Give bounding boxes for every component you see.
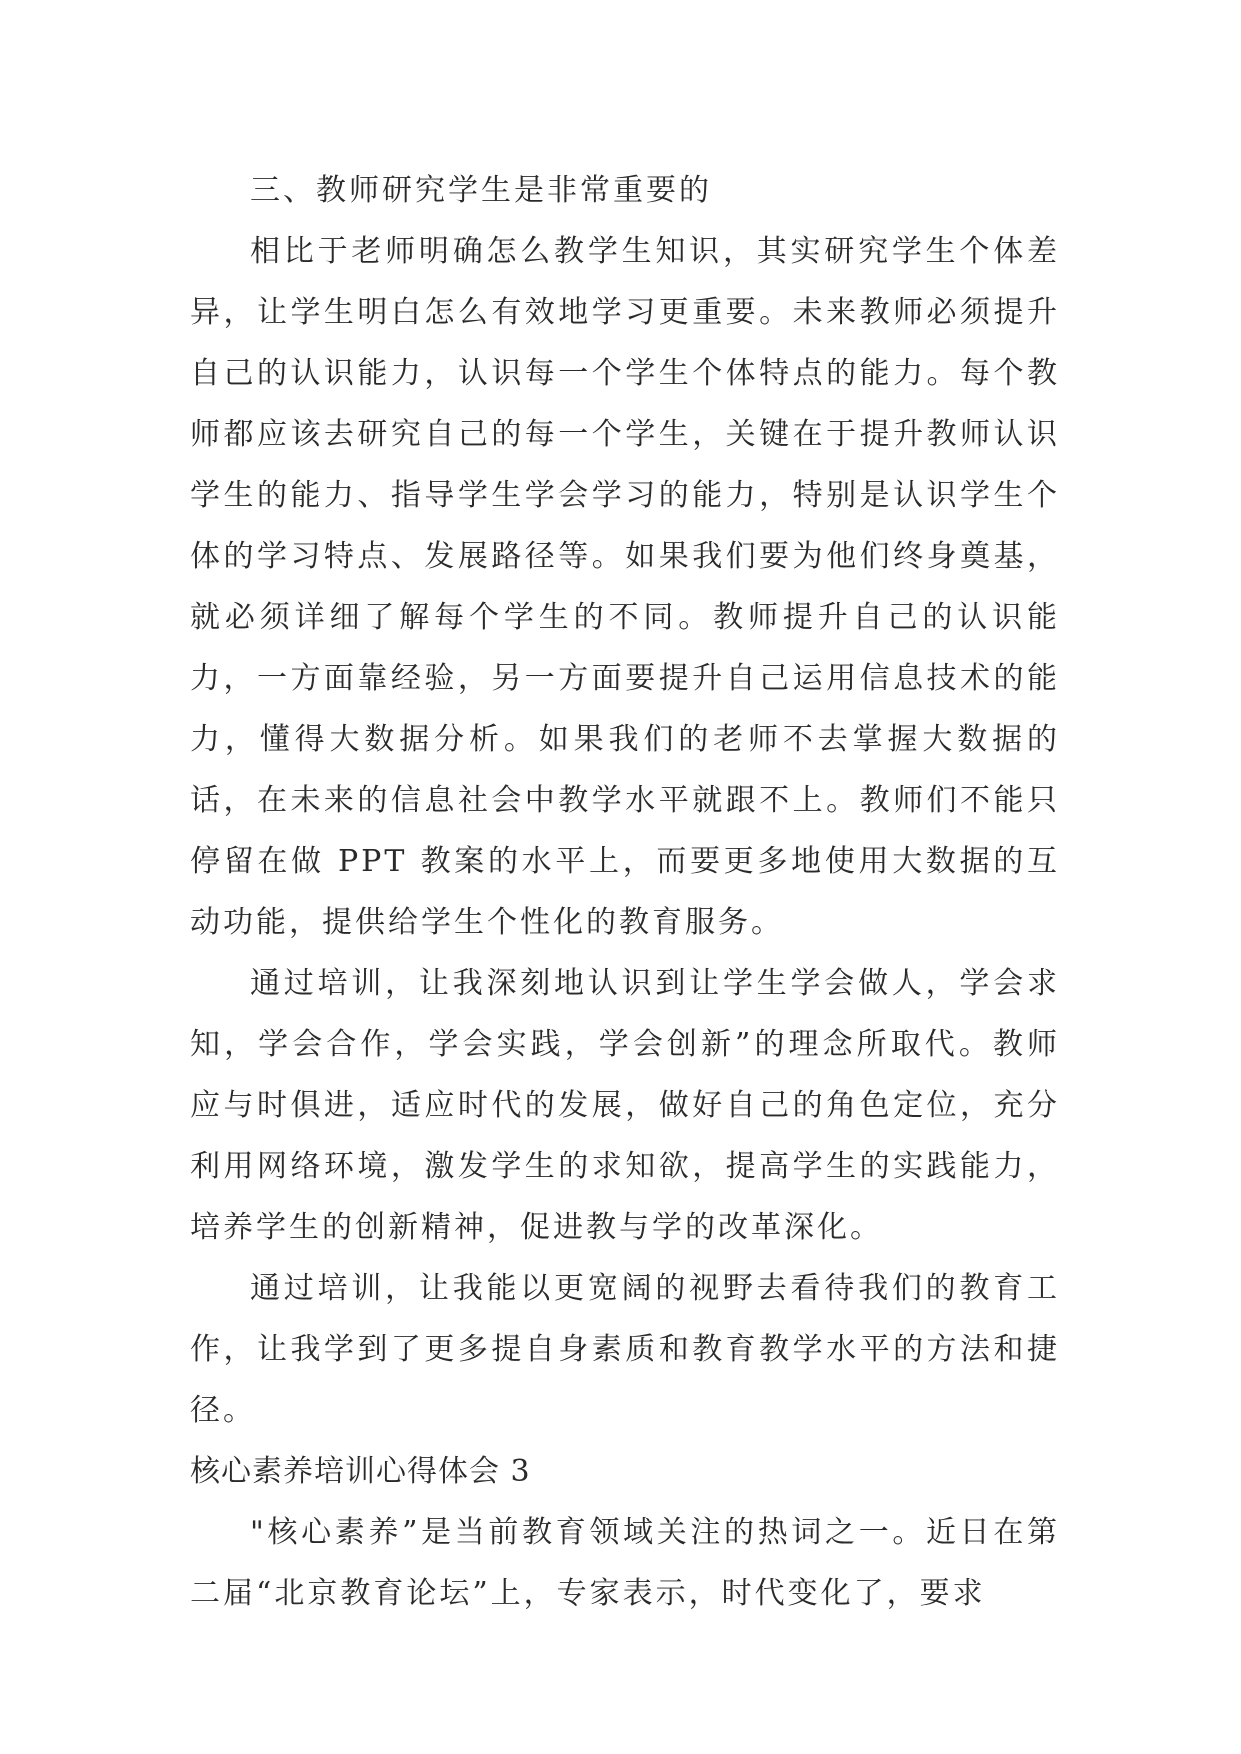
document-body bbox=[190, 160, 1060, 1624]
section-title: 三、教师研究学生是非常重要的 bbox=[250, 173, 712, 208]
paragraph-1: 相比于老师明确怎么教学生知识，其实研究学生个体差异，让学生明白怎么有效地学习更重要。未来教师必须提升自己的认识能力，认识每一个学生个体特点的能力。每个教师都应该去研究自己的每一个学生，关键在于提升教师认识学生的能力、指导学生学会学习的能力，特别是认识学生个体的学习特点、发展路径等。如果我们要为他们终身奠基，就必须详细了解每个学生的不同。教师提升自己的认识能力，一方面靠经验，另一方面要提升自己运用信息技术的能力，懂得大数据分析。如果我们的老师不去掌握大数据的话，在未来的信息社会中教学水平就跟不上。教师们不能只停留在做 PPT 教案的水平上，而要更多地使用大数据的互动功能，提供给学生个性化的教育服务。 bbox=[190, 234, 1060, 940]
section-heading-3: 核心素养培训心得体会 3 bbox=[190, 1454, 531, 1489]
paragraph-2: 通过培训，让我深刻地认识到让学生学会做人，学会求知，学会合作，学会实践，学会创新”的理念所取代。教师应与时俱进，适应时代的发展，做好自己的角色定位，充分利用网络环境，激发学生的求知欲，提高学生的实践能力，培养学生的创新精神，促进教与学的改革深化。 bbox=[190, 966, 1060, 1245]
paragraph-4: "核心素养”是当前教育领域关注的热词之一。近日在第二届“北京教育论坛”上，专家表示，时代变化了，要求 bbox=[190, 1515, 1060, 1611]
paragraph-3: 通过培训，让我能以更宽阔的视野去看待我们的教育工作，让我学到了更多提自身素质和教育教学水平的方法和捷径。 bbox=[190, 1271, 1060, 1428]
